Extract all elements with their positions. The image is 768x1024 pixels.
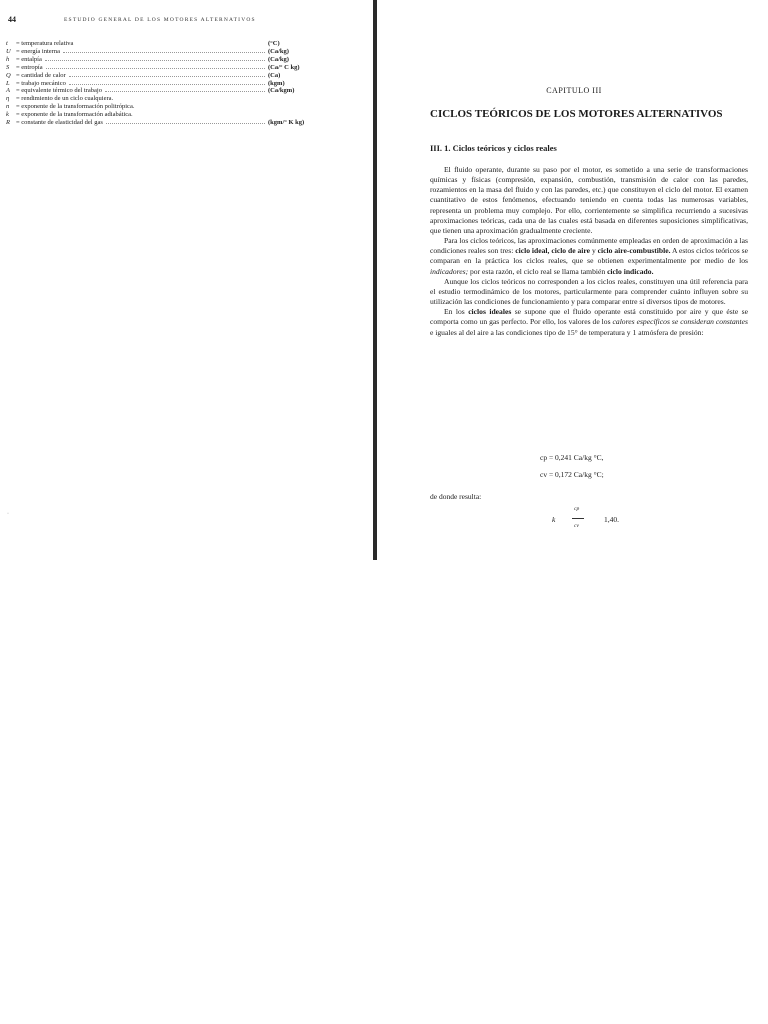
symbol-letter: U xyxy=(6,47,11,55)
dot-leader xyxy=(76,44,265,45)
bold-term: ciclo indicado. xyxy=(607,266,654,276)
symbol-letter: R xyxy=(6,119,10,127)
symbol-letter: h xyxy=(6,55,10,63)
symbol-row xyxy=(6,87,326,95)
dot-leader xyxy=(63,51,265,53)
margin-mark: · xyxy=(7,511,9,517)
symbol-row xyxy=(6,103,326,111)
symbol-unit: (Ca/kg) xyxy=(268,47,289,55)
text-run: se supone que el fluido operante está constituido por aire y que éste se comporta como un gas perfecto. Por ello, los valores de los xyxy=(430,307,748,327)
paragraph xyxy=(430,236,748,277)
dot-leader xyxy=(105,90,265,92)
symbol-row xyxy=(6,111,326,119)
dot-leader xyxy=(69,75,265,77)
running-head: ESTUDIO GENERAL DE LOS MOTORES ALTERNATIVOS xyxy=(64,17,256,23)
dot-leader xyxy=(46,67,265,69)
symbol-list xyxy=(6,40,326,127)
symbol-row xyxy=(6,48,326,56)
symbol-letter: A xyxy=(6,87,10,95)
equation-cp: cp = 0,241 Ca/kg °C, xyxy=(540,453,604,462)
symbol-row xyxy=(6,72,326,80)
result-text: de donde resulta: xyxy=(430,492,482,501)
symbol-letter: n xyxy=(6,103,10,111)
symbol-row xyxy=(6,119,326,127)
symbol-description: = exponente de la transformación adiabática. xyxy=(16,111,133,119)
symbol-description: = equivalente térmico del trabajo xyxy=(16,87,102,95)
dot-leader xyxy=(136,115,265,116)
left-page xyxy=(0,0,372,1024)
symbol-row xyxy=(6,56,326,64)
bold-term: ciclo ideal, ciclo de aire xyxy=(515,246,591,256)
chapter-title: CICLOS TEÓRICOS DE LOS MOTORES ALTERNATIVOS xyxy=(430,108,723,120)
dot-leader xyxy=(137,107,265,108)
symbol-letter: L xyxy=(6,79,10,87)
symbol-description: = cantidad de calor xyxy=(16,71,66,79)
symbol-unit: (Ca/kgm) xyxy=(268,87,295,95)
chapter-label: CAPITULO III xyxy=(546,86,602,95)
body-text xyxy=(430,165,748,338)
dot-leader xyxy=(45,59,265,61)
symbol-description: = constante de elasticidad del gas xyxy=(16,119,103,127)
dot-leader xyxy=(106,122,265,124)
book-spine-shadow xyxy=(373,0,377,560)
italic-term: calores específicos se consideran constantes xyxy=(612,317,748,327)
symbol-description: = energía interna xyxy=(16,47,60,55)
text-run: A estos ciclos teóricos se comparan en la práctica los ciclos reales, que se obtienen experimentalmente por medio de los xyxy=(430,246,748,266)
symbol-row xyxy=(6,64,326,72)
symbol-letter: t xyxy=(6,40,8,47)
text-run: e iguales al del aire a las condiciones tipo de 15° de temperatura y 1 atmósfera de presión: xyxy=(430,327,704,337)
fraction-bar xyxy=(572,518,584,519)
symbol-description: = trabajo mecánico xyxy=(16,79,66,87)
symbol-letter: S xyxy=(6,63,10,71)
symbol-description: = temperatura relativa xyxy=(16,40,74,47)
symbol-unit: (°C) xyxy=(268,40,280,47)
section-title: III. 1. Ciclos teóricos y ciclos reales xyxy=(430,143,557,153)
symbol-letter: η xyxy=(6,95,10,103)
bold-term: ciclos ideales xyxy=(468,307,512,317)
symbol-letter: k xyxy=(6,111,9,119)
k-symbol: k xyxy=(552,515,556,524)
symbol-letter: Q xyxy=(6,71,11,79)
italic-term: indicadores; xyxy=(430,266,469,276)
text-run: Aunque los ciclos teóricos no corresponden a los ciclos reales, constituyen una útil referencia para el estudio termodinámico de los motores, particularmente para comprender cuánto influyen sobre su utilización las condiciones de funcionamiento y para comparar entre sí diversos tipos de motores. xyxy=(430,276,748,307)
symbol-unit: (kgm) xyxy=(268,79,285,87)
k-numerator: cp xyxy=(574,506,580,512)
bold-term: ciclo aire-combustible. xyxy=(597,246,671,256)
text-run: Para los ciclos teóricos, las aproximaciones comúnmente empleadas en orden de aproximación a las condiciones reales son tres: xyxy=(430,236,748,256)
symbol-description: = entalpía xyxy=(16,55,42,63)
k-value: 1,40. xyxy=(604,515,619,524)
k-denominator: cv xyxy=(574,523,579,529)
symbol-row xyxy=(6,40,326,48)
symbol-unit: (Ca) xyxy=(268,71,281,79)
symbol-row xyxy=(6,80,326,88)
text-run: En los xyxy=(444,307,469,317)
text-run: y xyxy=(590,246,598,256)
paragraph xyxy=(430,307,748,337)
symbol-unit: (kgm/° K kg) xyxy=(268,119,305,127)
symbol-row xyxy=(6,95,326,103)
right-page xyxy=(380,0,768,1024)
symbol-unit: (Ca/° C kg) xyxy=(268,63,300,71)
dot-leader xyxy=(69,83,265,85)
symbol-unit: (Ca/kg) xyxy=(268,55,289,63)
text-run: El fluido operante, durante su paso por el motor, es sometido a una serie de transformaciones químicas y físicas (compresión, expansión, combustión, transmisión de calor con las paredes, rozamientos en la masa del fluido y con las paredes, etc.) que constituyen el ciclo del motor. El examen cuantitativo de estos fenómenos, efectuando teniendo en cuenta todas las numerosas variables, representa un problema muy complejo. Por ello, corrientemente se simplifica recurriendo a sucesivas aproximaciones teóricas, cada una de las cuales está basada en diferentes suposiciones simplificativas, que tienen una aproximación gradualmente creciente. xyxy=(430,165,748,235)
equation-cv: cv = 0,172 Ca/kg °C; xyxy=(540,470,604,479)
symbol-description: = rendimiento de un ciclo cualquiera. xyxy=(16,95,114,103)
page-number: 44 xyxy=(8,15,16,24)
paragraph xyxy=(430,277,748,307)
text-run: por esta razón, el ciclo real se llama también xyxy=(468,266,608,276)
paragraph xyxy=(430,165,748,236)
dot-leader xyxy=(116,99,265,100)
symbol-description: = entropía xyxy=(16,63,43,71)
symbol-description: = exponente de la transformación politrópica. xyxy=(16,103,135,111)
